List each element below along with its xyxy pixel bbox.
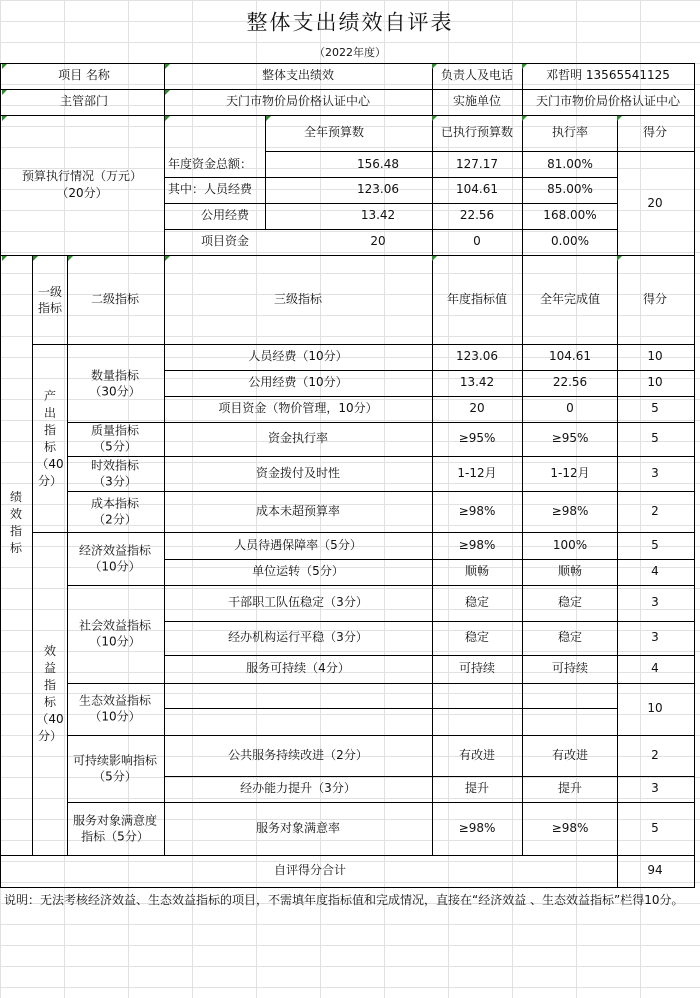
- actual-value: 提升: [557, 781, 583, 796]
- table-rule: [432, 255, 433, 856]
- cell-comment-marker: [33, 256, 38, 261]
- level3-indicator: 资金执行率: [267, 431, 329, 446]
- table-rule: [694, 63, 695, 888]
- table-rule: [0, 63, 695, 64]
- target-value: 可持续: [458, 661, 496, 676]
- level3-indicator: 服务可持续（4分）: [246, 661, 350, 676]
- table-rule: [164, 396, 695, 397]
- cell-comment-marker: [2, 64, 7, 69]
- actual-value: 有改进: [551, 748, 589, 763]
- level3-indicator: 干部职工队伍稳定（3分）: [228, 595, 368, 610]
- actual-value: ≥98%: [551, 821, 589, 836]
- row-score: 4: [651, 661, 659, 676]
- row-score: 5: [651, 431, 659, 446]
- row-score: 10: [647, 375, 663, 390]
- table-rule: [522, 115, 523, 256]
- cell-comment-marker: [432, 116, 437, 121]
- target-value: 顺畅: [464, 564, 490, 579]
- table-rule: [67, 456, 695, 457]
- target-value: ≥95%: [458, 431, 496, 446]
- table-rule: [32, 532, 695, 533]
- table-rule: [0, 855, 695, 856]
- header-level2: 二级指标: [90, 292, 140, 307]
- row-score: 10: [647, 349, 663, 364]
- table-rule: [617, 255, 618, 888]
- group-sustainability: 可持续影响指标 （5分）: [72, 753, 158, 783]
- dept-value: 天门市物价局价格认证中心: [225, 94, 371, 109]
- level3-indicator: 公用经费（10分）: [248, 375, 348, 390]
- total-score: 94: [647, 863, 663, 878]
- target-value: 有改进: [458, 748, 496, 763]
- impl-value: 天门市物价局价格认证中心: [535, 94, 681, 109]
- table-rule: [164, 229, 618, 230]
- level3-indicator: 公共服务持续改进（2分）: [228, 748, 368, 763]
- level3-indicator: 服务对象满意率: [255, 821, 341, 836]
- table-rule: [164, 115, 165, 256]
- owner-value: 邓哲明 13565541125: [546, 68, 670, 83]
- budget-header-score: 得分: [642, 125, 668, 140]
- row-score: 2: [651, 748, 659, 763]
- table-rule: [164, 255, 165, 856]
- impl-label: 实施单位: [452, 94, 502, 109]
- header-actual: 全年完成值: [539, 292, 601, 307]
- budget-row-executed: 0: [473, 234, 481, 249]
- budget-row-annual: 20: [370, 234, 386, 249]
- target-value: 20: [469, 401, 485, 416]
- budget-row-executed: 22.56: [459, 208, 495, 223]
- table-rule: [265, 115, 266, 230]
- level3-indicator: 资金拨付及时性: [255, 466, 341, 481]
- cell-comment-marker: [2, 116, 7, 121]
- actual-value: 104.61: [549, 349, 591, 364]
- level3-indicator: 单位运转（5分）: [252, 564, 344, 579]
- cell-comment-marker: [266, 116, 271, 121]
- header-target: 年度指标值: [446, 292, 508, 307]
- cell-comment-marker: [2, 256, 7, 261]
- table-rule: [522, 63, 523, 116]
- budget-header-executed: 已执行预算数: [440, 125, 514, 140]
- cell-comment-marker: [165, 116, 170, 121]
- actual-value: ≥95%: [551, 431, 589, 446]
- target-value: 1-12月: [457, 466, 497, 481]
- table-rule: [67, 683, 695, 684]
- level3-indicator: 经办机构运行平稳（3分）: [228, 630, 368, 645]
- actual-value: 100%: [552, 538, 588, 553]
- table-rule: [432, 63, 433, 116]
- header-level1: 一级 指标: [37, 285, 63, 315]
- output-indicator-label: 产 出 指 标 （40 分）: [36, 389, 64, 488]
- actual-value: 稳定: [557, 595, 583, 610]
- table-rule: [67, 491, 695, 492]
- row-score: 3: [651, 466, 659, 481]
- year-label: （2022年度）: [314, 45, 386, 59]
- budget-row-executed: 127.17: [456, 157, 498, 172]
- cell-comment-marker: [617, 116, 622, 121]
- row-score: 3: [651, 595, 659, 610]
- budget-row-rate: 168.00%: [543, 208, 597, 223]
- table-rule: [67, 422, 695, 423]
- cell-comment-marker: [522, 64, 527, 69]
- actual-value: 可持续: [551, 661, 589, 676]
- cell-comment-marker: [165, 256, 170, 261]
- table-rule: [67, 255, 68, 856]
- header-score: 得分: [642, 292, 668, 307]
- group-quality: 质量指标 （5分）: [90, 423, 140, 453]
- table-rule: [0, 887, 695, 888]
- row-score: 5: [651, 538, 659, 553]
- table-rule: [67, 802, 695, 803]
- budget-section-label: 预算执行情况（万元）: [21, 169, 143, 184]
- budget-row-label: 其中：人员经费: [168, 182, 253, 196]
- cell-comment-marker: [617, 256, 622, 261]
- cell-comment-marker: [432, 64, 437, 69]
- group-ecological: 生态效益指标 （10分）: [78, 693, 152, 723]
- table-rule: [0, 115, 695, 116]
- budget-row-rate: 85.00%: [547, 182, 593, 197]
- actual-value: 稳定: [557, 630, 583, 645]
- budget-section-score-label: （20分）: [56, 186, 108, 201]
- performance-side-label: 绩 效 指 标: [9, 490, 23, 555]
- target-value: 123.06: [456, 349, 498, 364]
- row-score: 4: [651, 564, 659, 579]
- budget-row-label: 年度资金总额：: [168, 157, 253, 171]
- level3-indicator: 人员经费（10分）: [248, 349, 348, 364]
- footnote: 说明：无法考核经济效益、生态效益指标的项目，不需填年度指标值和完成情况，直接在“经济效益 、生态效益指标”栏得10分。: [4, 893, 684, 907]
- budget-header-rate: 执行率: [551, 125, 589, 140]
- budget-row-annual: 13.42: [360, 208, 396, 223]
- level3-indicator: 经办能力提升（3分）: [240, 781, 356, 796]
- table-rule: [67, 735, 695, 736]
- cell-comment-marker: [522, 116, 527, 121]
- project-name-value: 整体支出绩效: [261, 68, 335, 83]
- table-rule: [164, 708, 618, 709]
- budget-score: 20: [647, 196, 663, 211]
- dept-label: 主管部门: [59, 94, 109, 109]
- table-rule: [0, 255, 695, 256]
- target-value: 稳定: [464, 630, 490, 645]
- table-rule: [32, 255, 33, 856]
- budget-row-label: 项目资金: [200, 234, 250, 249]
- cell-comment-marker: [165, 64, 170, 69]
- row-score: 3: [651, 781, 659, 796]
- cell-comment-marker: [165, 90, 170, 95]
- group-timeliness: 时效指标 （3分）: [90, 458, 140, 488]
- group-cost: 成本指标 （2分）: [90, 496, 140, 526]
- cell-comment-marker: [68, 256, 73, 261]
- row-score: 5: [651, 821, 659, 836]
- page-title: 整体支出绩效自评表: [246, 10, 454, 35]
- cell-comment-marker: [2, 90, 7, 95]
- budget-row-annual: 156.48: [357, 157, 399, 172]
- table-rule: [164, 776, 695, 777]
- table-rule: [164, 655, 695, 656]
- target-value: 13.42: [459, 375, 495, 390]
- target-value: 稳定: [464, 595, 490, 610]
- budget-row-rate: 81.00%: [547, 157, 593, 172]
- group-satisfaction: 服务对象满意度 指标（5分）: [72, 813, 158, 843]
- actual-value: 22.56: [552, 375, 588, 390]
- table-rule: [265, 151, 695, 152]
- table-rule: [0, 89, 695, 90]
- budget-row-label: 公用经费: [200, 208, 250, 223]
- row-score: 5: [651, 401, 659, 416]
- row-score: 3: [651, 630, 659, 645]
- cell-comment-marker: [432, 256, 437, 261]
- level3-indicator: 成本未超预算率: [255, 504, 341, 519]
- actual-value: ≥98%: [551, 504, 589, 519]
- table-rule: [522, 255, 523, 856]
- target-value: 提升: [464, 781, 490, 796]
- table-rule: [432, 115, 433, 256]
- actual-value: 顺畅: [557, 564, 583, 579]
- level3-indicator: 人员待遇保障率（5分）: [234, 538, 362, 553]
- budget-row-rate: 0.00%: [550, 234, 590, 249]
- actual-value: 0: [566, 401, 574, 416]
- budget-row-executed: 104.61: [456, 182, 498, 197]
- owner-label: 负责人及电话: [440, 68, 514, 83]
- table-rule: [67, 585, 695, 586]
- table-rule: [164, 621, 695, 622]
- group-quantity: 数量指标 （30分）: [89, 368, 141, 398]
- header-level3: 三级指标: [273, 292, 323, 307]
- target-value: ≥98%: [458, 821, 496, 836]
- budget-row-annual: 123.06: [357, 182, 399, 197]
- group-social: 社会效益指标 （10分）: [78, 618, 152, 648]
- benefit-indicator-label: 效 益 指 标 （40 分）: [36, 644, 64, 743]
- ecological-score: 10: [647, 701, 663, 716]
- project-name-label: 项目 名称: [58, 68, 110, 83]
- target-value: ≥98%: [458, 504, 496, 519]
- table-rule: [164, 370, 695, 371]
- group-economic: 经济效益指标 （10分）: [78, 543, 152, 573]
- actual-value: 1-12月: [550, 466, 590, 481]
- target-value: ≥98%: [458, 538, 496, 553]
- table-rule: [617, 115, 618, 256]
- table-rule: [32, 344, 695, 345]
- budget-header-annual: 全年预算数: [303, 125, 365, 140]
- level3-indicator: 项目资金（物价管理，10分）: [218, 401, 378, 416]
- row-score: 2: [651, 504, 659, 519]
- table-rule: [164, 177, 618, 178]
- table-rule: [0, 63, 1, 888]
- total-label: 自评得分合计: [273, 863, 347, 878]
- table-rule: [164, 559, 695, 560]
- table-rule: [164, 203, 618, 204]
